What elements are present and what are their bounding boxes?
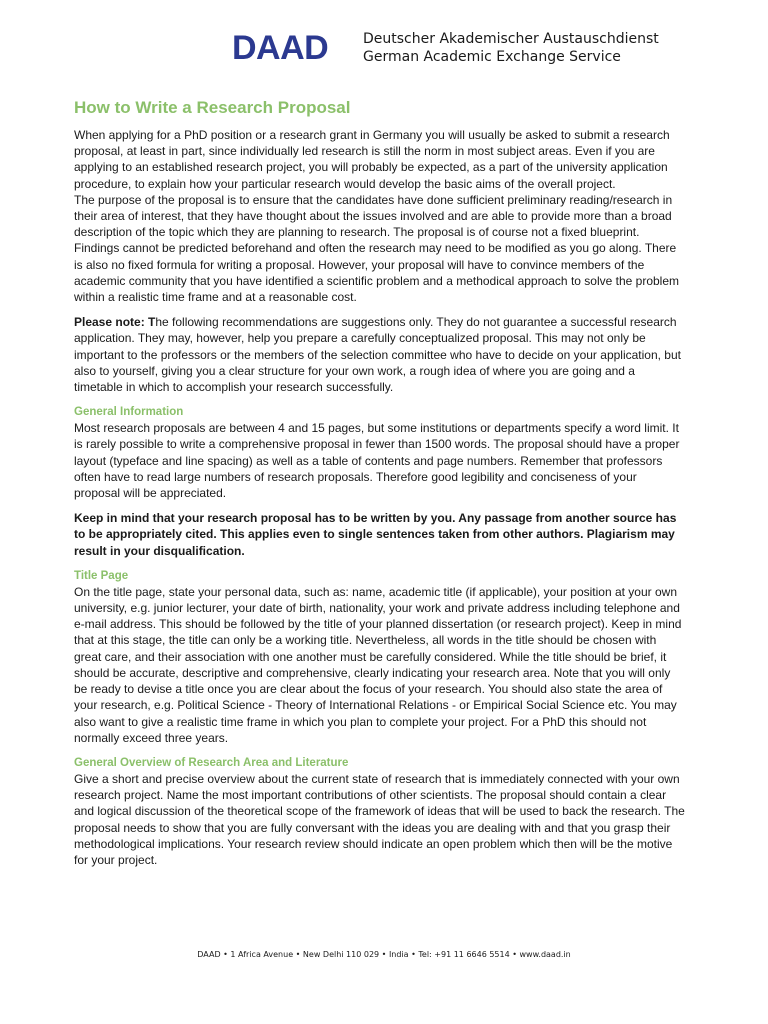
note-text: he following recommendations are suggestions only. They do not guarantee a successful research application. They may, however, help you prepare a carefully conceptualized proposal. This may not only be important to the professors or the members of the selection committee who have to decide on your application, but also to yourself, giving you a clear structure for your own work, a rough idea of where you are going and a timetable in which to accomplish your research successfully. [74,315,681,395]
section-heading-overview: General Overview of Research Area and Literature [74,756,349,769]
document-body [74,97,686,868]
organization-name [363,30,703,66]
daad-logo: DAAD [232,29,329,67]
general-information-paragraph: Most research proposals are between 4 and 15 pages, but some institutions or departments specify a word limit. It is rarely possible to write a comprehensive proposal in fewer than 1500 words. The proposal should have a proper layout (typeface and line spacing) as well as a table of contents and page numbers. Remember that professors often have to read large numbers of research proposals. Therefore good legibility and conciseness of your proposal will be appreciated. [74,421,680,501]
intro-paragraph-1: When applying for a PhD position or a research grant in Germany you will usually be asked to submit a research proposal, at least in part, since individually led research is still the norm in most subject areas. Even if you are applying to an established research project, you will probably be expected, as a part of the university application procedure, to explain how your particular research would develop the basic aims of the overall project. [74,128,670,191]
page-footer: DAAD • 1 Africa Avenue • New Delhi 110 029 • India • Tel: +91 11 6646 5514 • www.daad.in [197,950,571,959]
organization-name-german: Deutscher Akademischer Austauschdienst [363,31,659,47]
note-label: Please note: T [74,315,156,330]
plagiarism-warning: Keep in mind that your research proposal has to be written by you. Any passage from another source has to be appropriately cited. This applies even to single sentences taken from other authors. Plagiarism may result in your disqualification. [74,511,677,558]
document-title: How to Write a Research Proposal [74,98,351,117]
organization-name-english: German Academic Exchange Service [363,49,621,65]
section-heading-general-information: General Information [74,406,184,419]
intro-paragraph-2: The purpose of the proposal is to ensure that the candidates have done sufficient preliminary reading/research in their area of interest, that they have thought about the issues involved and are able to provide more than a broad description of the topic which they are planning to research. The proposal is of course not a fixed blueprint. Findings cannot be predicted beforehand and often the research may need to be modified as you go along. There is also no fixed formula for writing a proposal. However, your proposal will have to convince members of the academic community that you have identified a scientific problem and a methodical approach to solve the problem within a realistic time frame and at a reasonable cost. [74,192,679,305]
section-heading-title-page: Title Page [74,569,129,582]
title-page-paragraph: On the title page, state your personal data, such as: name, academic title (if applicable), your position at your own university, e.g. junior lecturer, your date of birth, nationality, your work and private address including telephone and e-mail address. This should be followed by the title of your planned dissertation (or research project). Keep in mind that at this stage, the title can only be a working title. Nevertheless, all words in the title should be chosen with great care, and their association with one another must be carefully considered. While the title should be brief, it should be accurate, descriptive and comprehensive, clearly indicating your research area. Note that you will only be ready to devise a title once you are clear about the focus of your research. You should also state the area of your research, e.g. Political Science - Theory of International Relations - or Empirical Social Science etc. You may also want to give a realistic time frame in which you plan to complete your project. For a PhD this should not normally exceed three years. [74,584,682,745]
overview-paragraph: Give a short and precise overview about the current state of research that is immediately connected with your own research project. Name the most important contributions of other scientists. The proposal should contain a clear and logical discussion of the theoretical scope of the framework of ideas that will be used to back the research. The proposal needs to show that you are fully conversant with the ideas you are dealing with and that you grasp their methodological implications. Your research review should indicate an open problem which then will be the motive for your project. [74,771,685,867]
note-paragraph [74,314,686,395]
